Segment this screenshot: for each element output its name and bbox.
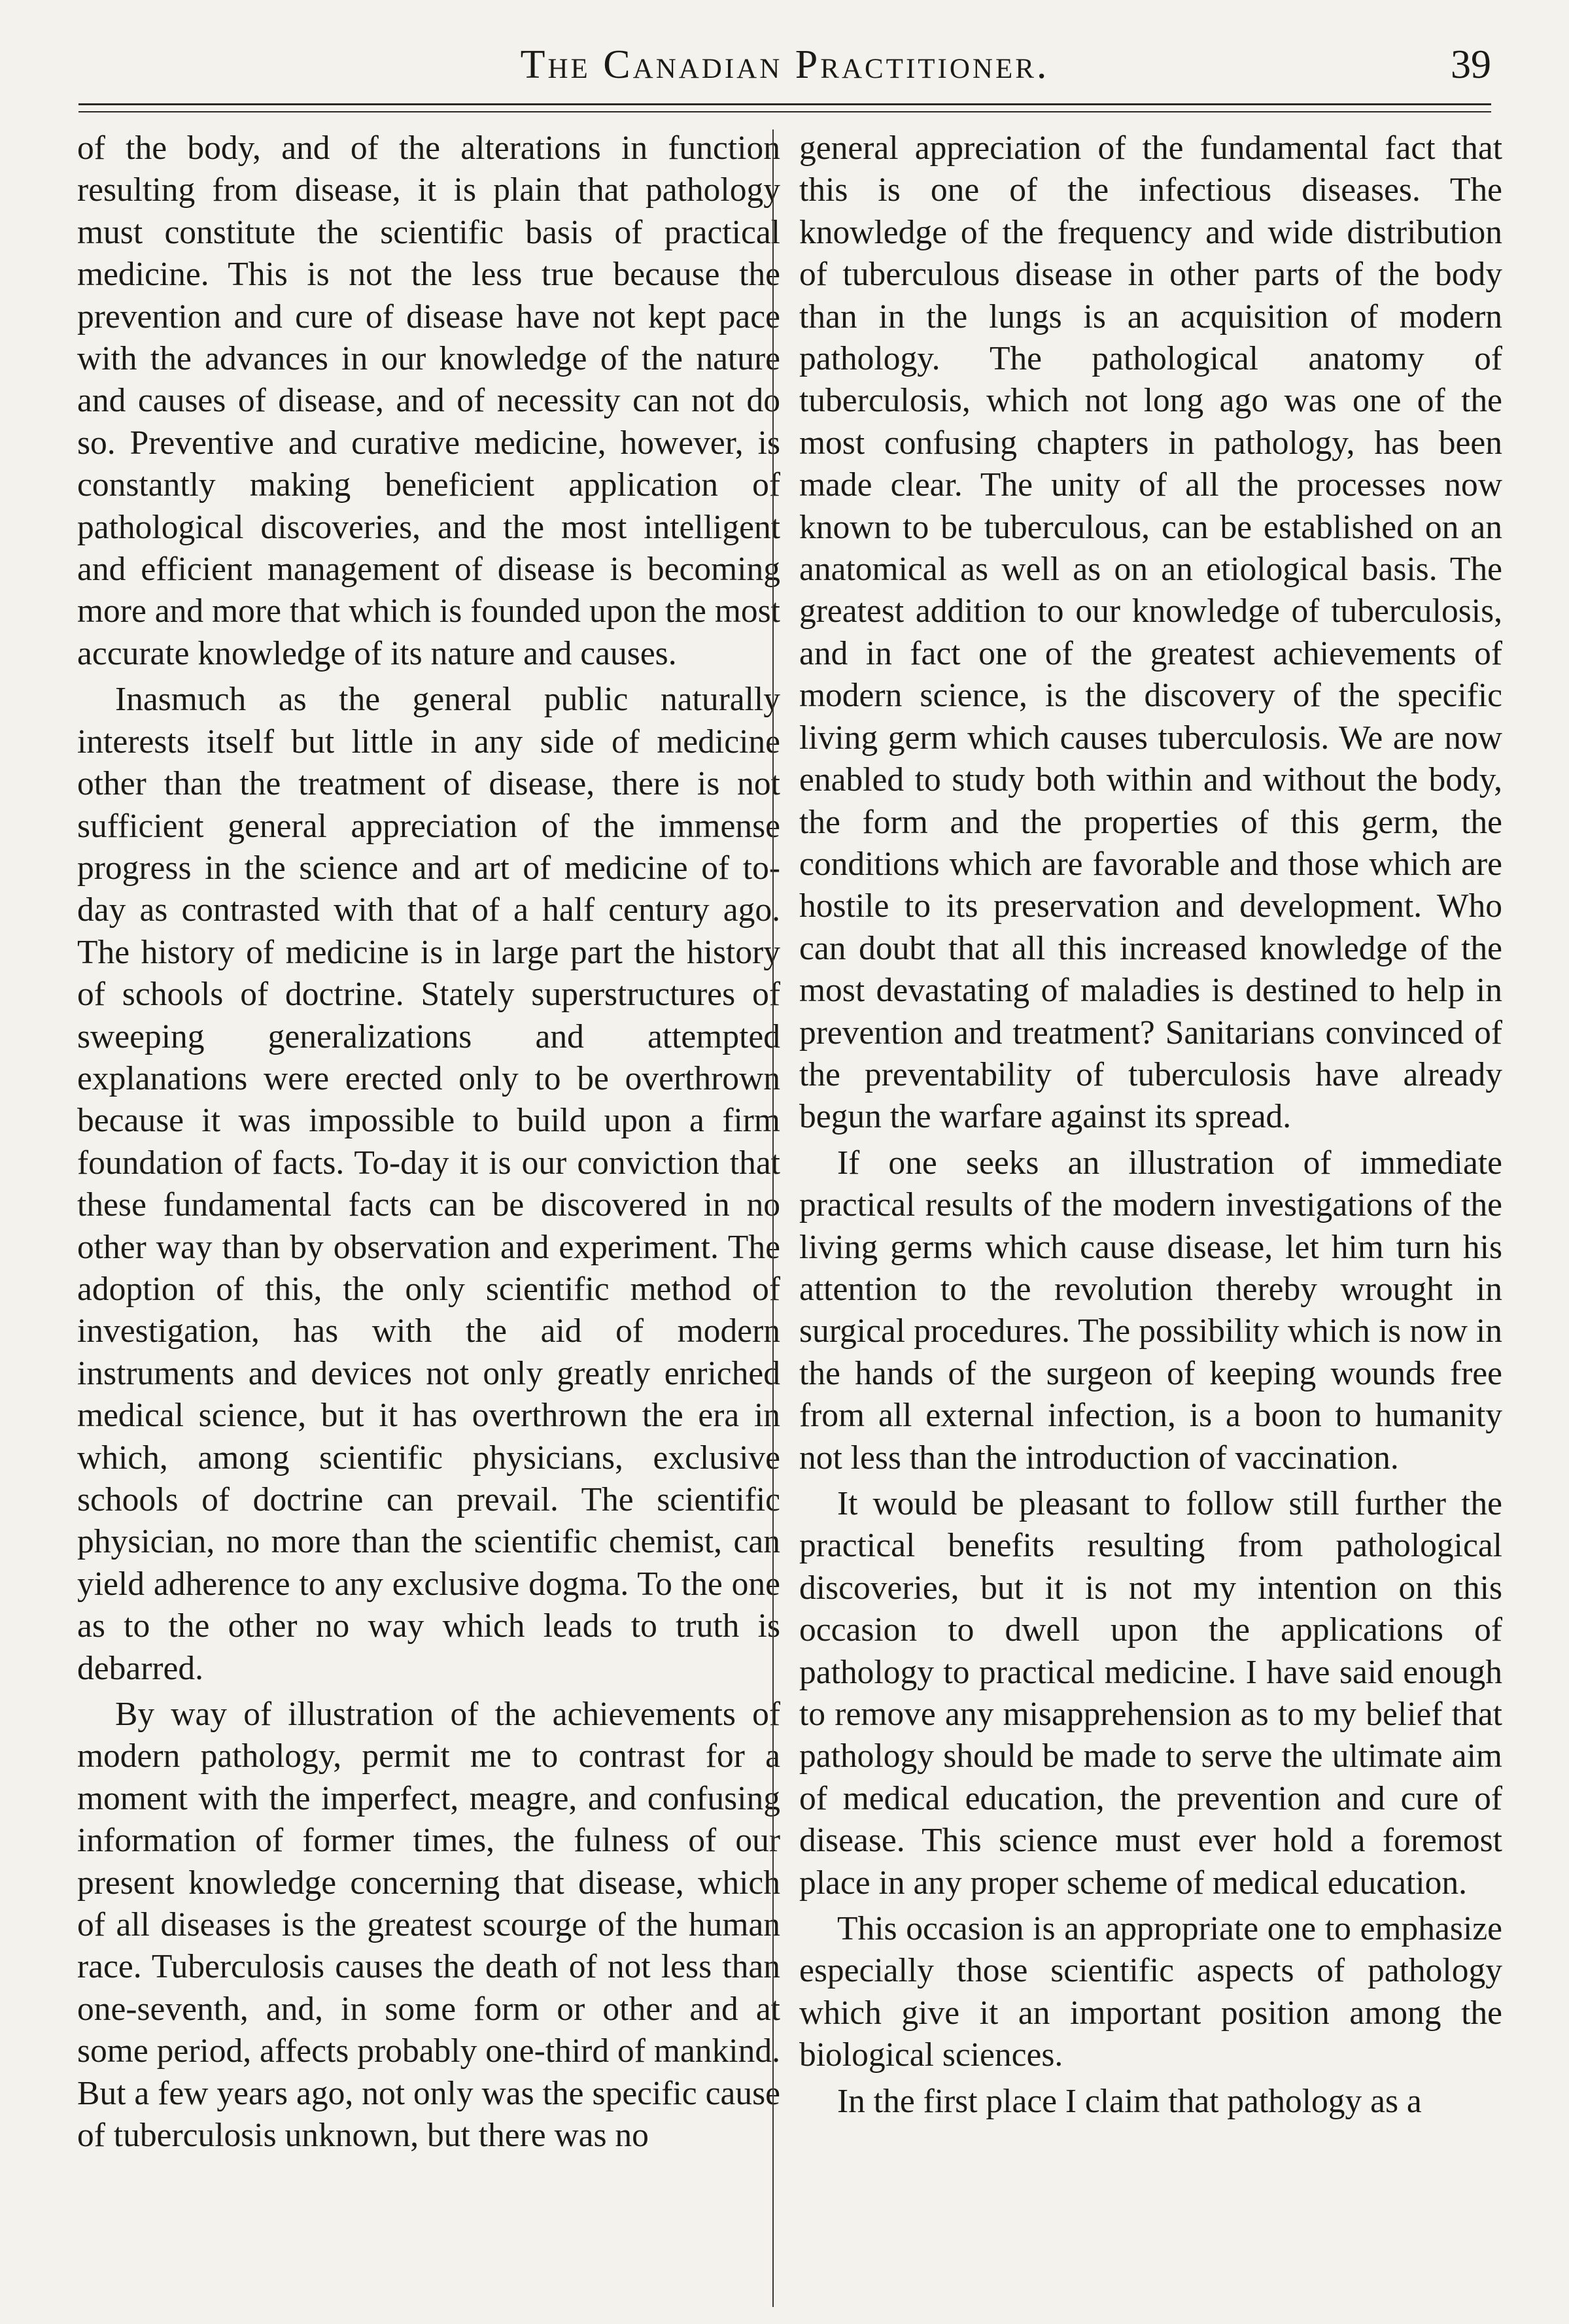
paragraph: By way of illustration of the achievements of modern pathology, permit me to contrast for a moment with the imperfect, meagre, and confusing information of former times, the fulness of our present knowledge concerning that disease, which of all diseases is the greatest scourge of the human race. Tuberculosis causes the death of not less than one-seventh, and, in some form or other and at some period, affects probably one-third of mankind. But a few years ago, not only was the specific cause of tuberculosis unknown, but there was no [77, 1696, 780, 2155]
paragraph: If one seeks an illustration of immediate practical results of the modern investigations of the living germs which cause disease, let him turn his attention to the revolution thereby wrought in surgical procedures. The possibility which is now in the hands of the surgeon of keeping wounds free from all external infection, is a boon to humanity not less than the introduction of vaccination. [799, 1144, 1502, 1477]
right-column [799, 128, 1502, 2305]
header-rule [78, 103, 1491, 105]
paragraph: This occasion is an appropriate one to emphasize especially those scientific aspects of pathology which give it an important position among the biological sciences. [799, 1910, 1502, 2074]
header-rule-secondary [78, 111, 1491, 112]
page-number: 39 [1451, 43, 1491, 87]
running-head [78, 33, 1491, 98]
column-divider [772, 129, 774, 2307]
paragraph: It would be pleasant to follow still further the practical benefits resulting from pathological discoveries, but it is not my intention on this occasion to dwell upon the applications of pathology to practical medicine. I have said enough to remove any misapprehension as to my belief that pathology should be made to serve the ultimate aim of medical education, the prevention and cure of disease. This science must ever hold a foremost place in any proper scheme of medical education. [799, 1485, 1502, 1902]
journal-title: The Canadian Practitioner. [520, 43, 1050, 87]
paragraph: general appreciation of the fundamental fact that this is one of the infectious diseases. The knowledge of the frequency and wide distribution of tuberculous disease in other parts of the body than in the lungs is an acquisition of modern pathology. The pathological anatomy of tuberculosis, which not long ago was one of the most confusing chapters in pathology, has been made clear. The unity of all the processes now known to be tuberculous, can be established on an anatomical as well as on an etiological basis. The greatest addition to our knowledge of tuberculosis, and in fact one of the greatest achievements of modern science, is the discovery of the specific living germ which causes tuberculosis. We are now enabled to study both within and without the body, the form and the properties of this germ, the conditions which are favorable and those which are hostile to its preservation and development. Who can doubt that all this increased knowledge of the most devastating of maladies is destined to help in prevention and treatment? Sanitarians convinced of the preventability of tuberculosis have already begun the warfare against its spread. [799, 129, 1502, 1136]
left-column [77, 128, 780, 2305]
paragraph: of the body, and of the alterations in function resulting from disease, it is plain that pathology must constitute the scientific basis of practical medicine. This is not the less true because the prevention and cure of disease have not kept pace with the advances in our knowledge of the nature and causes of disease, and of necessity can not do so. Preventive and curative medicine, however, is constantly making beneficient application of pathological discoveries, and the most intelligent and efficient management of disease is becoming more and more that which is founded upon the most accurate knowledge of its nature and causes. [77, 129, 780, 672]
paragraph: Inasmuch as the general public naturally interests itself but little in any side of medicine other than the treatment of disease, there is not sufficient general appreciation of the immense progress in the science and art of medicine of to-day as contrasted with that of a half century ago. The history of medicine is in large part the history of schools of doctrine. Stately superstructures of sweeping generalizations and attempted explanations were erected only to be overthrown because it was impossible to build upon a firm foundation of facts. To-day it is our conviction that these fundamental facts can be discovered in no other way than by observation and experiment. The adoption of this, the only scientific method of investigation, has with the aid of modern instruments and devices not only greatly enriched medical science, but it has overthrown the era in which, among scientific physicians, exclusive schools of doctrine can prevail. The scientific physician, no more than the scientific chemist, can yield adherence to any exclusive dogma. To the one as to the other no way which leads to truth is debarred. [77, 681, 780, 1687]
paragraph: In the first place I claim that pathology as a [837, 2082, 1422, 2120]
